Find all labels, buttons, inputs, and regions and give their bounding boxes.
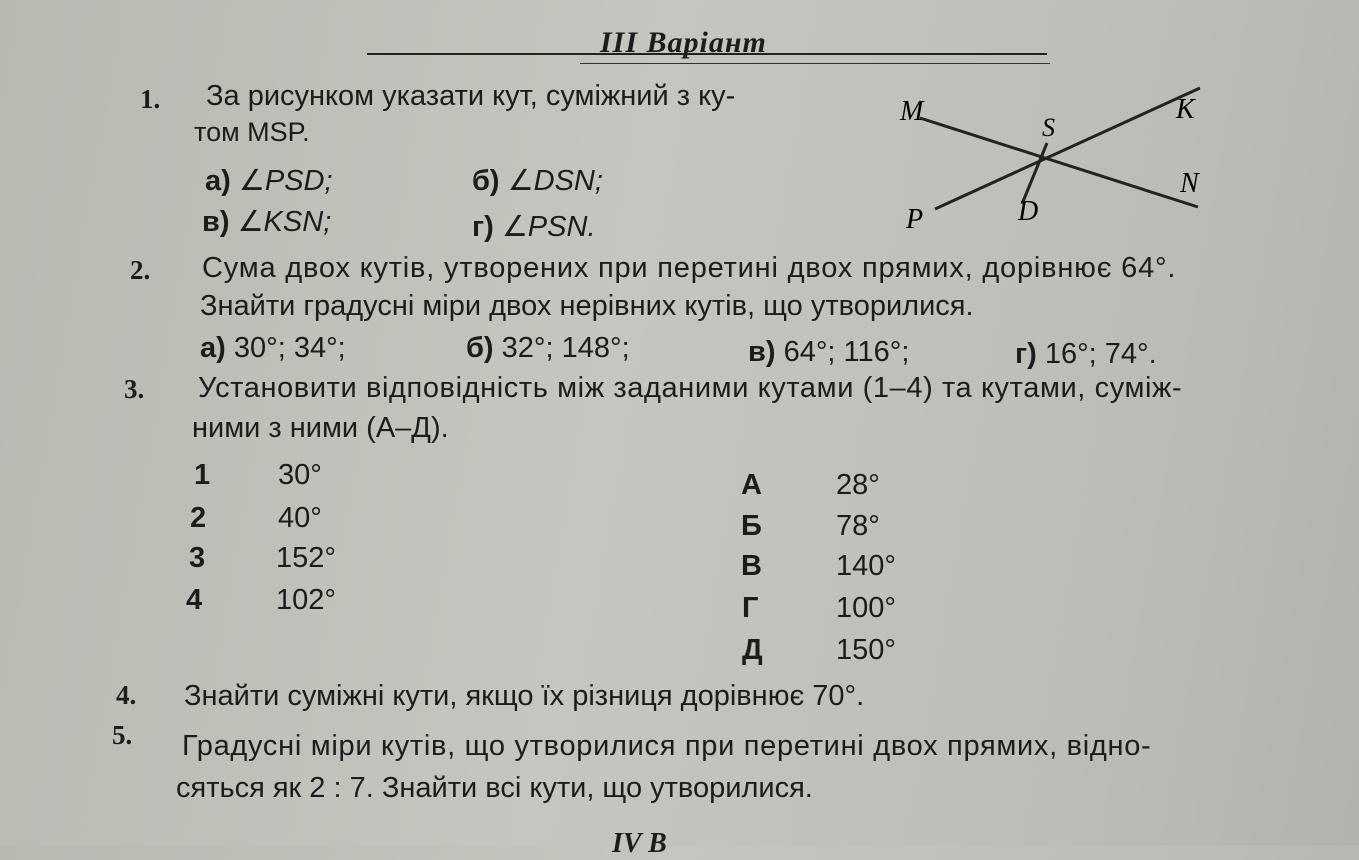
q1-option-d-label: г) bbox=[472, 211, 494, 243]
q1-text-line2: том MSP. bbox=[194, 117, 310, 147]
heading-rule-lower bbox=[580, 63, 1050, 64]
q3-right-letter-d: Г bbox=[742, 592, 759, 624]
q3-right-value-d: 100° bbox=[836, 592, 896, 624]
variant-heading: ІІІ Варіант bbox=[600, 26, 767, 59]
q2-number: 2. bbox=[130, 255, 151, 285]
q3-text-line1: Установити відповідність між заданими кутами (1–4) та кутами, суміж- bbox=[198, 372, 1183, 404]
q1-option-d bbox=[472, 209, 596, 244]
q3-number: 3. bbox=[124, 374, 145, 404]
q3-left-value-2: 40° bbox=[278, 502, 322, 534]
q1-option-b bbox=[472, 163, 603, 198]
q5-text-line1: Градусні міри кутів, що утворилися при перетині двох прямих, відно- bbox=[182, 730, 1152, 762]
q3-right-value-e: 150° bbox=[836, 634, 896, 666]
q2-option-b bbox=[466, 332, 630, 365]
q4-text: Знайти суміжні кути, якщо їх різниця дорівнює 70°. bbox=[184, 680, 865, 712]
q3-left-index-1: 1 bbox=[194, 459, 211, 491]
q2-option-c-label: в) bbox=[748, 336, 776, 368]
q3-left-value-4: 102° bbox=[276, 584, 336, 616]
q2-option-d bbox=[1015, 338, 1157, 371]
point-label-n: N bbox=[1180, 168, 1199, 199]
q2-option-a bbox=[200, 332, 346, 365]
q2-option-c-value: 64°; 116°; bbox=[783, 336, 910, 368]
point-label-d: D bbox=[1018, 196, 1039, 227]
q3-right-letter-b: Б bbox=[741, 510, 762, 542]
line-pk bbox=[935, 88, 1200, 209]
q2-option-b-label: б) bbox=[466, 332, 494, 364]
q1-number: 1. bbox=[140, 84, 161, 114]
q1-text-line1: За рисунком указати кут, суміжний з ку- bbox=[206, 80, 736, 112]
q1-option-a-value: ∠PSD; bbox=[238, 165, 333, 197]
point-label-m: M bbox=[900, 96, 924, 127]
q1-option-a bbox=[205, 163, 333, 198]
q3-right-letter-c: В bbox=[741, 550, 762, 582]
q2-option-c bbox=[748, 336, 909, 369]
q3-right-value-a: 28° bbox=[836, 469, 880, 501]
q3-right-value-b: 78° bbox=[836, 510, 880, 542]
q1-option-a-label: а) bbox=[205, 165, 231, 197]
q2-option-a-label: а) bbox=[200, 332, 226, 364]
next-variant-heading-partial: IV В bbox=[612, 828, 667, 859]
q3-left-index-2: 2 bbox=[190, 502, 207, 534]
q5-number: 5. bbox=[112, 720, 133, 750]
q3-left-value-3: 152° bbox=[276, 542, 336, 574]
q1-option-b-label: б) bbox=[472, 165, 500, 197]
q3-right-letter-a: А bbox=[741, 469, 762, 501]
q2-text-line2: Знайти градусні міри двох нерівних кутів, що утворилися. bbox=[200, 290, 974, 322]
q3-right-value-c: 140° bbox=[836, 550, 896, 582]
angle-diagram bbox=[880, 70, 1220, 240]
heading-rule bbox=[367, 53, 1047, 55]
q3-left-value-1: 30° bbox=[278, 459, 322, 491]
q2-text-line1: Сума двох кутів, утворених при перетині двох прямих, дорівнює 64°. bbox=[202, 252, 1177, 284]
point-label-p: P bbox=[906, 204, 924, 235]
point-label-s: S bbox=[1042, 113, 1055, 142]
q1-option-c bbox=[202, 204, 331, 239]
q1-option-b-value: ∠DSN; bbox=[507, 165, 603, 197]
q1-option-c-value: ∠KSN; bbox=[237, 206, 332, 238]
q1-option-d-value: ∠PSN. bbox=[501, 211, 596, 243]
point-label-k: K bbox=[1176, 94, 1195, 125]
q4-number: 4. bbox=[116, 680, 137, 710]
q2-option-d-label: г) bbox=[1015, 338, 1037, 370]
q5-text-line2: сяться як 2 : 7. Знайти всі кути, що утворилися. bbox=[176, 772, 813, 804]
q3-right-letter-e: Д bbox=[742, 634, 763, 666]
q3-left-index-3: 3 bbox=[189, 542, 206, 574]
q2-option-b-value: 32°; 148°; bbox=[501, 332, 630, 364]
q1-option-c-label: в) bbox=[202, 206, 230, 238]
q3-left-index-4: 4 bbox=[186, 584, 203, 616]
q2-option-a-value: 30°; 34°; bbox=[233, 332, 346, 364]
q2-option-d-value: 16°; 74°. bbox=[1044, 338, 1157, 370]
line-mn bbox=[920, 118, 1198, 207]
q3-text-line2: ними з ними (А–Д). bbox=[192, 412, 449, 444]
